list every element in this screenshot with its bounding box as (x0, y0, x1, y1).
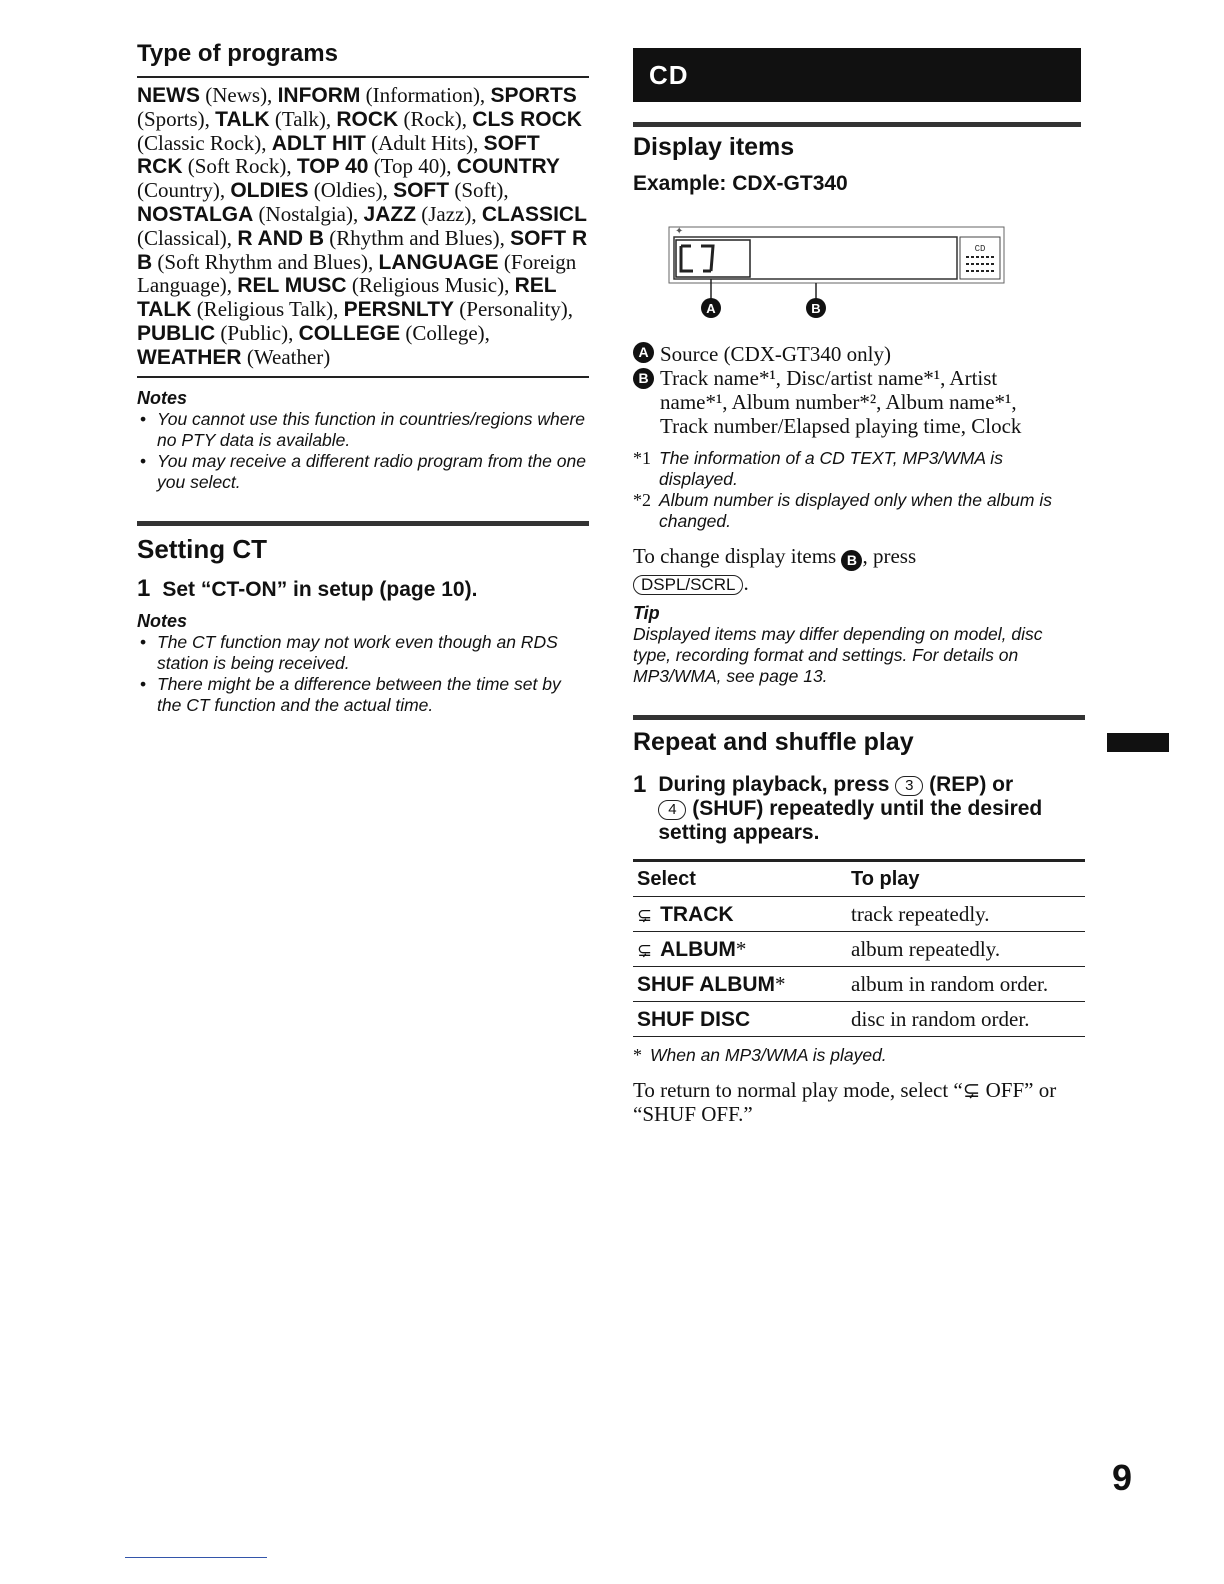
program-type-list (137, 84, 589, 370)
footnote-mark: *2 (633, 490, 651, 510)
step-text-part: During playback, press (658, 773, 890, 796)
display-item-a (633, 342, 1085, 366)
note-item: • You cannot use this function in countries/regions where no PTY data is available. (137, 409, 589, 451)
program-code: PERSNLTY (343, 298, 455, 322)
step-text (658, 773, 1085, 845)
program-desc: (Talk), (269, 106, 337, 131)
row-select: SHUF ALBUM (637, 972, 776, 996)
program-desc: (Religious Talk), (191, 297, 344, 322)
program-code: TOP 40 (296, 155, 369, 179)
program-desc: (Top 40), (368, 154, 457, 179)
program-desc: (Rock), (398, 106, 473, 131)
programs-heading: Type of programs (137, 40, 338, 67)
program-code: COLLEGE (298, 321, 401, 345)
change-text: To change display items (633, 544, 837, 568)
program-desc: (Nostalgia), (253, 201, 364, 226)
program-desc: (Jazz), (416, 201, 482, 226)
note-item: • There might be a difference between the time set by the CT function and the actual time. (137, 674, 589, 716)
program-desc: (Soft), (449, 178, 509, 203)
note-item: • The CT function may not work even though an RDS station is being received. (137, 632, 589, 674)
repeat-table (633, 859, 1085, 1037)
program-code: PUBLIC (137, 321, 216, 345)
footnote-text: The information of a CD TEXT, MP3/WMA is displayed. (659, 448, 1003, 489)
program-code: SOFT (393, 179, 450, 203)
change-display-instruction: To change display items B , press DSPL/SCRL . (633, 544, 917, 595)
program-desc: (Soft Rock), (182, 154, 297, 179)
ct-step (137, 575, 589, 603)
footnote-text: Album number is displayed only when the album is changed. (659, 490, 1052, 531)
footnote-mark: *1 (633, 448, 651, 468)
table-row (633, 1002, 1085, 1037)
tip-title: Tip (633, 603, 660, 623)
program-code: SOFT RCK (137, 131, 540, 179)
program-desc: (Classical), (137, 225, 238, 250)
repeat-shuffle-heading: Repeat and shuffle play (633, 728, 914, 756)
program-desc: (Rhythm and Blues), (324, 225, 511, 250)
program-code: ROCK (336, 107, 399, 131)
program-desc: (Religious Music), (346, 273, 515, 298)
note-item: • You may receive a different radio program from the one you select. (137, 451, 589, 493)
row-play: album in random order. (847, 967, 1085, 1002)
row-play: track repeatedly. (847, 897, 1085, 932)
section-bar (633, 48, 1081, 102)
program-desc: (Personality), (454, 297, 574, 322)
program-code: R AND B (237, 226, 325, 250)
program-desc: (Country), (137, 178, 231, 203)
program-code: WEATHER (137, 345, 242, 369)
section-rule (633, 715, 1085, 720)
section-rule (137, 521, 589, 526)
row-star: * (775, 971, 786, 996)
program-code: TALK (215, 107, 270, 131)
diagram-label-a: A (706, 301, 716, 316)
header-select: Select (633, 861, 847, 897)
setting-ct-heading: Setting CT (137, 533, 267, 564)
program-code: JAZZ (363, 202, 417, 226)
row-select: ALBUM (660, 937, 736, 961)
display-item-b (633, 366, 1085, 438)
step-number: 1 (137, 574, 151, 602)
program-desc: (Classic Rock), (137, 130, 272, 155)
label-a-icon: A (633, 342, 654, 363)
dspl-scrl-key: DSPL/SCRL (633, 575, 743, 595)
program-code: SPORTS (490, 84, 577, 107)
footnote-2 (633, 490, 1085, 532)
change-text: , press (862, 544, 917, 568)
svg-text:✦: ✦ (675, 226, 684, 237)
section-side-tab (1107, 733, 1169, 752)
program-desc: (Adult Hits), (365, 130, 484, 155)
program-desc: (Weather) (241, 344, 331, 369)
step-text: Set “CT-ON” in setup (page 10). (162, 577, 478, 601)
program-desc: (Oldies), (308, 178, 394, 203)
program-code: LANGUAGE (378, 250, 499, 274)
program-code: CLS ROCK (472, 107, 582, 131)
lcd-diagram (633, 224, 1085, 334)
return-instruction: To return to normal play mode, select “⊊ OFF” or “SHUF OFF.” (633, 1078, 1057, 1126)
footnote-text: When an MP3/WMA is played. (650, 1045, 887, 1065)
table-row (633, 897, 1085, 932)
program-desc: (News), (200, 83, 278, 107)
program-code: CLASSICL (481, 202, 587, 226)
step-text-part: (SHUF) repeatedly until the desired setting appears. (658, 797, 1043, 844)
row-star: * (735, 936, 747, 961)
heading-rule (137, 76, 589, 78)
footnote-mark: * (633, 1045, 642, 1065)
program-desc: (Sports), (137, 106, 216, 131)
program-code: ADLT HIT (271, 131, 366, 155)
repeat-icon: ⊊ (637, 939, 653, 961)
program-desc: (Soft Rhythm and Blues), (152, 249, 379, 274)
program-desc: (Information), (360, 83, 491, 107)
program-code: REL MUSC (237, 274, 347, 298)
example-label: Example: CDX-GT340 (633, 172, 848, 195)
table-header-row (633, 861, 1085, 897)
svg-text:CD: CD (974, 244, 986, 254)
repeat-icon: ⊊ (637, 904, 653, 926)
program-code: NEWS (137, 84, 200, 107)
program-code: OLDIES (230, 179, 309, 203)
label-b-icon: B (841, 550, 862, 571)
program-desc: (Foreign Language), (137, 249, 577, 298)
display-items-heading: Display items (633, 133, 795, 161)
step-number: 1 (633, 771, 647, 798)
notes-list (137, 409, 589, 493)
section-bar-label: CD (649, 59, 689, 90)
display-diagram (633, 224, 1085, 334)
program-code: COUNTRY (456, 155, 560, 179)
step-text-part: (REP) or (929, 773, 1014, 796)
left-column (137, 40, 589, 716)
program-desc: (Public), (215, 320, 299, 345)
item-b-text: Track name*¹, Disc/artist name*¹, Artist name*¹, Album number*², Album name*¹, Track number/Elapsed playing time, Clock (660, 366, 1022, 438)
page-number: 9 (1112, 1457, 1133, 1498)
tip-text: Displayed items may differ depending on model, disc type, recording format and settings. For details on MP3/WMA, see page 13. (633, 624, 1043, 686)
table-row (633, 932, 1085, 967)
label-b-icon: B (633, 368, 654, 389)
notes-list (137, 632, 589, 716)
programs-end-rule (137, 376, 589, 378)
bottom-link-line (125, 1557, 267, 1558)
table-row (633, 967, 1085, 1002)
row-select: SHUF DISC (637, 1007, 751, 1031)
section-rule (633, 122, 1081, 127)
program-code: INFORM (277, 84, 361, 107)
program-code: SOFT R B (137, 226, 588, 274)
notes-title: Notes (137, 387, 188, 408)
table-footnote (633, 1045, 1085, 1066)
diagram-label-b: B (811, 301, 821, 316)
row-select: TRACK (660, 902, 734, 926)
header-to-play: To play (847, 861, 1085, 897)
notes-title: Notes (137, 610, 188, 631)
key-4-icon: 4 (658, 800, 686, 820)
repeat-step (633, 773, 1085, 845)
right-column (633, 48, 1085, 1126)
program-code: NOSTALGA (137, 202, 254, 226)
key-3-icon: 3 (895, 776, 923, 796)
row-play: disc in random order. (847, 1002, 1085, 1037)
program-desc: (College), (400, 320, 490, 345)
footnote-1 (633, 448, 1085, 490)
item-a-text: Source (CDX-GT340 only) (660, 342, 891, 366)
program-code: REL TALK (137, 274, 557, 322)
row-play: album repeatedly. (847, 932, 1085, 967)
